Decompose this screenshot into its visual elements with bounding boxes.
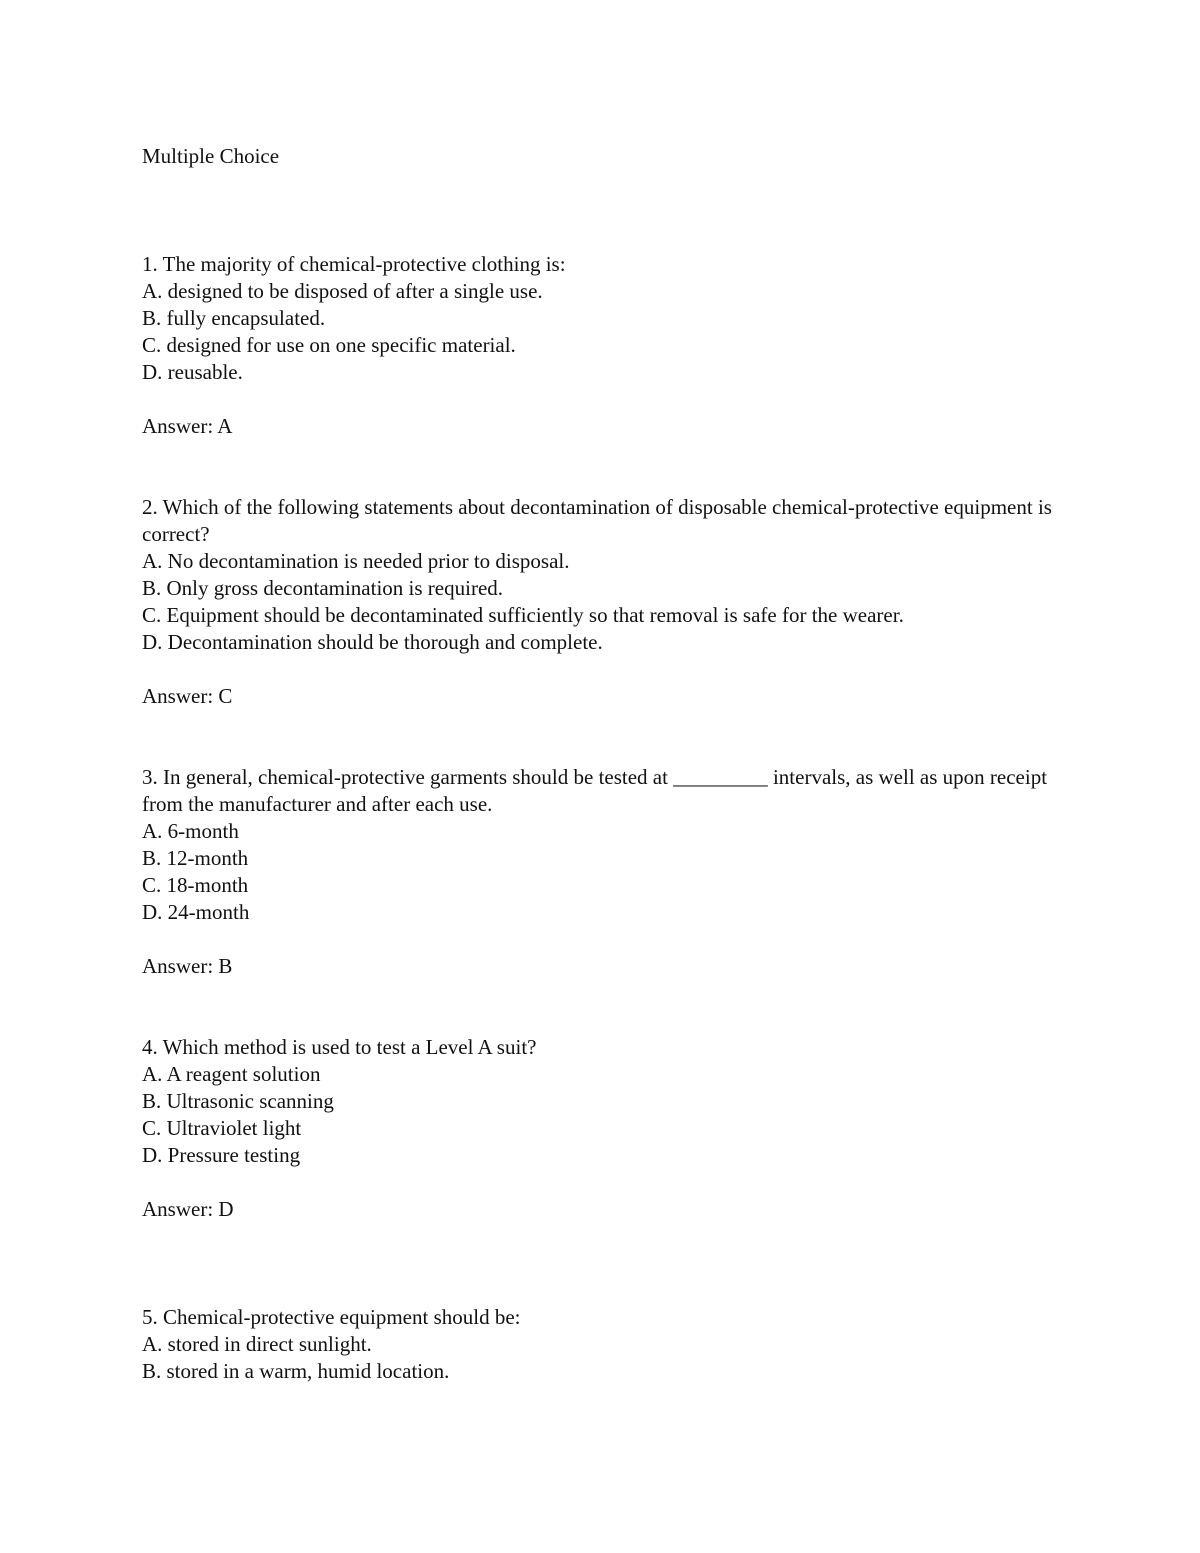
- answer-text: Answer: D: [142, 1197, 234, 1221]
- answer-text: Answer: B: [142, 954, 233, 978]
- answer-text: Answer: C: [142, 684, 233, 708]
- option-c: C. designed for use on one specific material.: [142, 333, 516, 357]
- option-b: B. stored in a warm, humid location.: [142, 1359, 450, 1383]
- option-d: D. 24-month: [142, 900, 250, 924]
- option-a: A. A reagent solution: [142, 1062, 321, 1086]
- question-text: 5. Chemical-protective equipment should be:: [142, 1305, 521, 1329]
- option-a: A. No decontamination is needed prior to disposal.: [142, 549, 570, 573]
- answer-text: Answer: A: [142, 414, 233, 438]
- option-c: C. Equipment should be decontaminated sufficiently so that removal is safe for the wearer.: [142, 603, 904, 627]
- option-b: B. Ultrasonic scanning: [142, 1089, 334, 1113]
- option-a: A. 6-month: [142, 819, 239, 843]
- question-2: [142, 494, 1062, 710]
- option-c: C. 18-month: [142, 873, 249, 897]
- question-text: 4. Which method is used to test a Level A suit?: [142, 1035, 537, 1059]
- question-text: 1. The majority of chemical-protective clothing is:: [142, 252, 566, 276]
- option-d: D. Pressure testing: [142, 1143, 301, 1167]
- option-b: B. 12-month: [142, 846, 249, 870]
- option-a: A. stored in direct sunlight.: [142, 1332, 372, 1356]
- option-c: C. Ultraviolet light: [142, 1116, 302, 1140]
- section-heading: Multiple Choice: [142, 144, 280, 168]
- question-text: 3. In general, chemical-protective garments should be tested at _________ intervals, as well as upon receipt from the manufacturer and after each use.: [142, 765, 1048, 816]
- option-a: A. designed to be disposed of after a single use.: [142, 279, 543, 303]
- question-1: [142, 251, 1062, 440]
- question-text: 2. Which of the following statements about decontamination of disposable chemical-protective equipment is correct?: [142, 495, 1052, 546]
- option-d: D. Decontamination should be thorough and complete.: [142, 630, 603, 654]
- option-b: B. Only gross decontamination is required.: [142, 576, 504, 600]
- question-5: [142, 1304, 1062, 1385]
- option-b: B. fully encapsulated.: [142, 306, 326, 330]
- document-content: [142, 143, 1062, 1385]
- question-4: [142, 1034, 1062, 1223]
- option-d: D. reusable.: [142, 360, 243, 384]
- question-3: [142, 764, 1062, 980]
